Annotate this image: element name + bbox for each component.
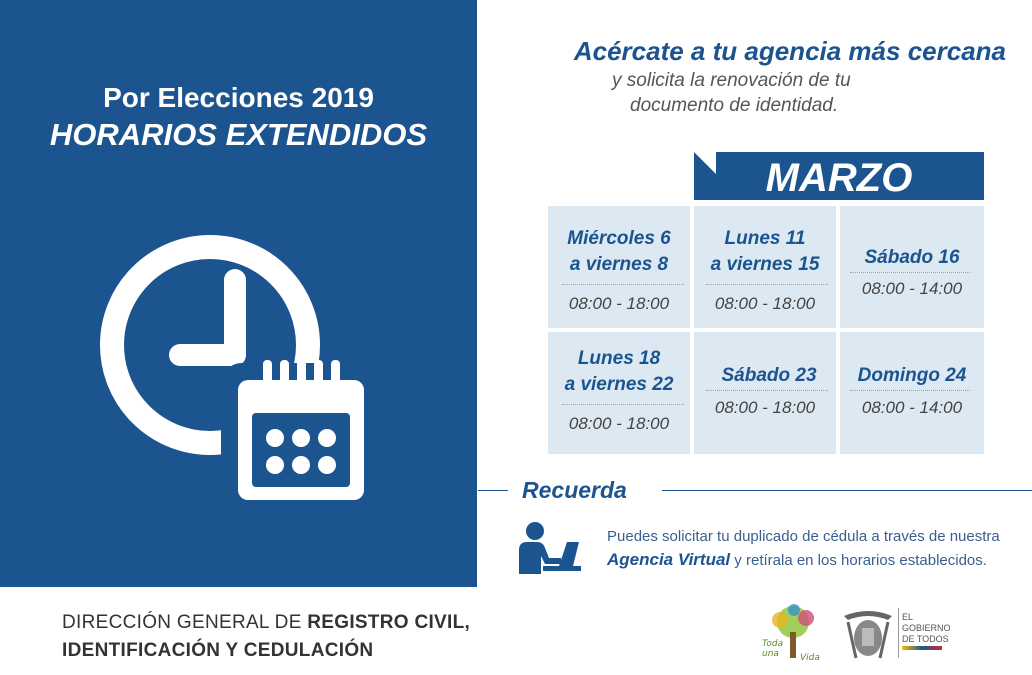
- schedule-cell: [840, 332, 984, 454]
- reminder-line-2-rest: y retírala en los horarios establecidos.: [730, 552, 987, 569]
- month-banner-notch: [694, 152, 716, 174]
- gov-text-3: DE TODOS: [902, 634, 949, 644]
- cell-divider: [562, 404, 684, 405]
- recuerda-rule-left: [478, 490, 508, 491]
- gov-text-1: EL: [902, 612, 914, 622]
- cell-divider: [706, 284, 828, 285]
- cell-date-line1: Lunes 18: [577, 348, 661, 369]
- cell-hours: 08:00 - 18:00: [714, 398, 816, 417]
- coat-of-arms-logo: [838, 606, 898, 662]
- cell-date-line1: Miércoles 6: [567, 228, 671, 249]
- cell-divider: [562, 284, 684, 285]
- logo-divider: [898, 608, 899, 658]
- cell-hours: 08:00 - 18:00: [568, 414, 670, 433]
- cell-hours: 08:00 - 14:00: [861, 398, 963, 417]
- cell-date-line1: Lunes 11: [724, 228, 806, 249]
- schedule-cell: [694, 332, 836, 454]
- schedule-cell: [548, 332, 690, 454]
- reminder-line-1: Puedes solicitar tu duplicado de cédula a través de nuestra: [607, 528, 1000, 545]
- schedule-cell: [548, 206, 690, 328]
- person-laptop-icon: [515, 520, 581, 576]
- cell-date-line2: a viernes 15: [710, 254, 820, 275]
- flag-stripe: [902, 646, 942, 650]
- cell-divider: [850, 390, 970, 391]
- cell-date-line1: Sábado 16: [864, 247, 960, 268]
- cell-divider: [706, 390, 828, 391]
- agencia-virtual-link: Agencia Virtual: [607, 550, 731, 569]
- extended-hours-title: HORARIOS EXTENDIDOS: [49, 117, 428, 152]
- institution-name-bold: REGISTRO CIVIL,: [307, 612, 471, 633]
- recuerda-heading: Recuerda: [516, 477, 633, 504]
- cell-divider: [850, 272, 970, 273]
- recuerda-rule-right: [662, 490, 1032, 491]
- svg-text:Vida: Vida: [800, 653, 820, 663]
- institution-name-light: DIRECCIÓN GENERAL DE: [62, 612, 308, 633]
- institution-name-line2: IDENTIFICACIÓN Y CEDULACIÓN: [62, 640, 374, 661]
- svg-text:una: una: [762, 649, 779, 659]
- institution-name-line1: [62, 612, 470, 634]
- cell-hours: 08:00 - 18:00: [568, 294, 670, 313]
- clock-calendar-icon: [100, 235, 380, 515]
- month-banner: MARZO: [694, 152, 984, 200]
- election-title: Por Elecciones 2019: [103, 82, 374, 113]
- headline: Acércate a tu agencia más cercana: [573, 36, 1006, 66]
- subline-2: documento de identidad.: [630, 95, 839, 116]
- subline-1: y solicita la renovación de tu: [612, 70, 851, 91]
- schedule-cell: [694, 206, 836, 328]
- gov-text-2: GOBIERNO: [902, 623, 951, 633]
- schedule-cell: [840, 206, 984, 328]
- cell-date-line2: a viernes 8: [569, 254, 669, 275]
- reminder-line-2: [607, 550, 987, 570]
- cell-hours: 08:00 - 18:00: [714, 294, 816, 313]
- cell-date-line2: a viernes 22: [564, 374, 674, 395]
- toda-una-vida-logo: [758, 602, 828, 664]
- svg-text:Toda: Toda: [762, 639, 784, 649]
- cell-date-line1: Sábado 23: [721, 365, 817, 386]
- cell-hours: 08:00 - 14:00: [861, 279, 963, 298]
- cell-date-line1: Domingo 24: [857, 365, 967, 386]
